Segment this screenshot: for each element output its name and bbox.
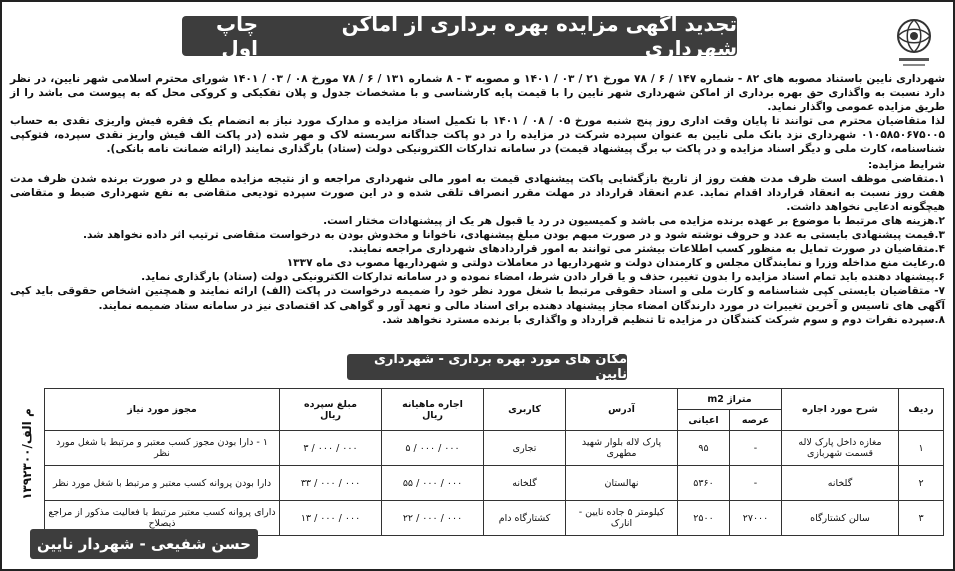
col-area-sub2: اعیانی [678,410,730,431]
edition-label: چاپ اول [215,12,258,60]
cell-area1: ۲۷۰۰۰ [730,501,782,536]
municipality-emblem-icon [883,10,945,72]
col-deposit-title: مبلغ سپرده [303,398,358,410]
cell-desc: گلخانه [782,466,899,501]
cell-deposit: ۰۰۰ / ۰۰۰ / ۳۳ [280,466,382,501]
cell-row: ۲ [899,466,944,501]
col-rent-unit: ریال [422,409,443,421]
table-header-row [45,389,944,410]
col-usage: کاربری [484,389,566,431]
condition-item: ۶.پیشنهاد دهنده باید تمام اسناد مزایده را بدون تغییر، حذف و یا قرار دادن شرط، امضاء نموده و در سامانه تدارکات الکترونیکی دولت (ستاد) بارگذاری نماید. [141,271,945,284]
cell-permit: ۱ - دارا بودن مجوز کسب معتبر و مرتبط با شغل مورد نظر [45,431,280,466]
condition-item: ۷- متقاضیان بایستی کپی شناسنامه و کارت ملی و اسناد حقوقی مرتبط با شغل مورد نظر خود را ضمیمه درخواست در پاکت (الف) ارائه نمایند و همچنین اشخاص حقوقی باید کپی آگهی های تاسیس و آخرین تغییرات در مورد دارندگان امضاء مجاز پیشنهاد دهنده برای اسناد مالی و تعهد آور و گواهی کد اقتصادی نیز در سامانه ستاد ضمیمه نمایند. [10,285,945,312]
cell-usage: گلخانه [484,466,566,501]
cell-usage: کشتارگاه دام [484,501,566,536]
places-table [44,388,944,536]
places-section-title: مکان های مورد بهره برداری - شهرداری نایین [347,354,627,380]
table-row [45,431,944,466]
condition-item: ۴.متقاضیان در صورت تمایل به منظور کسب اطلاعات بیشتر می توانند به امور قراردادهای شهرداری مراجعه نمایند. [348,243,945,256]
cell-rent: ۰۰۰ / ۰۰۰ / ۵۵ [382,466,484,501]
col-row: ردیف [899,389,944,431]
cell-rent: ۰۰۰ / ۰۰۰ / ۲۲ [382,501,484,536]
cell-permit: دارا بودن پروانه کسب معتبر و مرتبط با شغل مورد نظر [45,466,280,501]
cell-address: پارک لاله بلوار شهید مطهری [566,431,678,466]
cell-desc: سالن کشتارگاه [782,501,899,536]
col-deposit-unit: ریال [320,409,341,421]
signature-text: حسن شفیعی - شهردار نایین [37,535,251,553]
signature-box [30,529,258,559]
col-rent-title: اجاره ماهیانه [402,398,463,410]
notice-header [182,12,737,60]
intro-paragraph: شهرداری نایین باستناد مصوبه های ۸۲ - شماره ۱۴۷ / ۶ / ۷۸ مورخ ۲۱ / ۰۳ / ۱۴۰۱ و مصوبه ۳ - ۸ شماره ۱۳۱ / ۶ / ۷۸ مورخ ۰۸ / ۰۳ / ۱۴۰۱ شورای محترم اسلامی شهر نایین، در نظر دارد نسبت به واگذاری حق بهره برداری از اماکن شهرداری شهر نایین را با قیمت پایه کارشناسی و با مشخصات جدول و پلان تفکیکی و کروکی محل که به پیوست می باشد را از طریق مزایده عمومی واگذار نماید. [10,73,945,114]
cell-usage: تجاری [484,431,566,466]
cell-deposit: ۰۰۰ / ۰۰۰ / ۱۳ [280,501,382,536]
col-desc: شرح مورد اجاره [782,389,899,431]
cell-rent: ۰۰۰ / ۰۰۰ / ۵ [382,431,484,466]
cell-permit: دارای پروانه کسب معتبر مرتبط با فعالیت مذکور از مراجع ذیصلاح [45,501,280,536]
col-deposit [280,389,382,431]
conditions-title: شرایط مزایده: [867,158,945,171]
col-permit: مجوز مورد نیاز [45,389,280,431]
cell-deposit: ۰۰۰ / ۰۰۰ / ۳ [280,431,382,466]
ad-code-text: م الف/۱۳۹۲۳۰۰ [20,408,35,500]
table-row [45,466,944,501]
condition-item: ۳.قیمت پیشنهادی بایستی به عدد و حروف نوشته شود و در صورت مبهم بودن مبلغ پیشنهادی، ناخوانا و مخدوش بودن به درخواست متقاضی ترتیب اثر داده نخواهد شد. [82,229,945,242]
cell-area2: ۵۳۶۰ [678,466,730,501]
cell-address: نهالستان [566,466,678,501]
condition-item: ۵.رعایت منع مداخله وزرا و نمایندگان مجلس و کارمندان دولت و شهرداریها در معاملات دولتی و شهرداریها مصوب دی ماه ۱۳۳۷ [286,257,945,270]
ad-code [16,394,38,514]
col-area: متراژ m2 [678,389,782,410]
condition-item: ۸.سپرده نفرات دوم و سوم شرکت کنندگان در مزایده تا تنظیم قرارداد و واگذاری با برنده مسترد نخواهد شد. [382,313,945,326]
cell-area2: ۲۵۰۰ [678,501,730,536]
cell-area2: ۹۵ [678,431,730,466]
cell-area1: - [730,466,782,501]
col-area-sub1: عرصه [730,410,782,431]
notice-title: تجدید آگهی مزایده بهره برداری از اماکن شهرداری [341,12,737,60]
notice-body [10,72,945,342]
cell-row: ۳ [899,501,944,536]
cell-area1: - [730,431,782,466]
col-rent [382,389,484,431]
cell-desc: مغازه داخل پارک لاله قسمت شهربازی [782,431,899,466]
condition-item: ۱.متقاضی موظف است ظرف مدت هفت روز از تاریخ بازگشایی پاکت پیشنهادی قیمت به امور مالی شهرداری مراجعه و از نتیجه مزایده مطلع و در صورت برنده شدن ظرف مدت هفت روز نسبت به انعقاد قرارداد اقدام نماید. عدم انعقاد قرارداد در مهلت مقرر انصراف تلقی شده و در این صورت سپرده تودیعی متقاضی به نفع شهرداری ضبط و متقاضی هیچگونه ادعایی نخواهد داشت. [10,172,945,213]
col-address: آدرس [566,389,678,431]
condition-item: ۲.هزینه های مرتبط با موضوع بر عهده برنده مزایده می باشد و کمیسیون در رد یا قبول هر یک از پیشنهادات مختار است. [323,214,945,227]
cell-address: کیلومتر ۵ جاده نایین - انارک [566,501,678,536]
cell-row: ۱ [899,431,944,466]
submission-paragraph: لذا متقاضیان محترم می توانند تا پایان وقت اداری روز پنج شنبه مورخ ۰۵ / ۰۸ / ۱۴۰۱ با تکمیل اسناد مزایده و مدارک مورد نیاز به انضمام یک فقره فیش واریزی نقدی به حساب ۰۱۰۵۸۵۰۶۷۵۰۰۵ شهرداری نزد بانک ملی نایین به عنوان سپرده شرکت در مزایده را در دو پاکت جداگانه سربسته لاک و مهر شده (در پاکت الف فیش واریز نقدی سپرده، فتوکپی شناسنامه، کارت ملی و دیگر اسناد مزایده و در پاکت ب برگ پیشنهاد قیمت) در سامانه تدارکات الکترونیکی دولت (ستاد) بارگذاری نمایند (ارائه ضمانت نامه بانکی). [10,115,945,156]
